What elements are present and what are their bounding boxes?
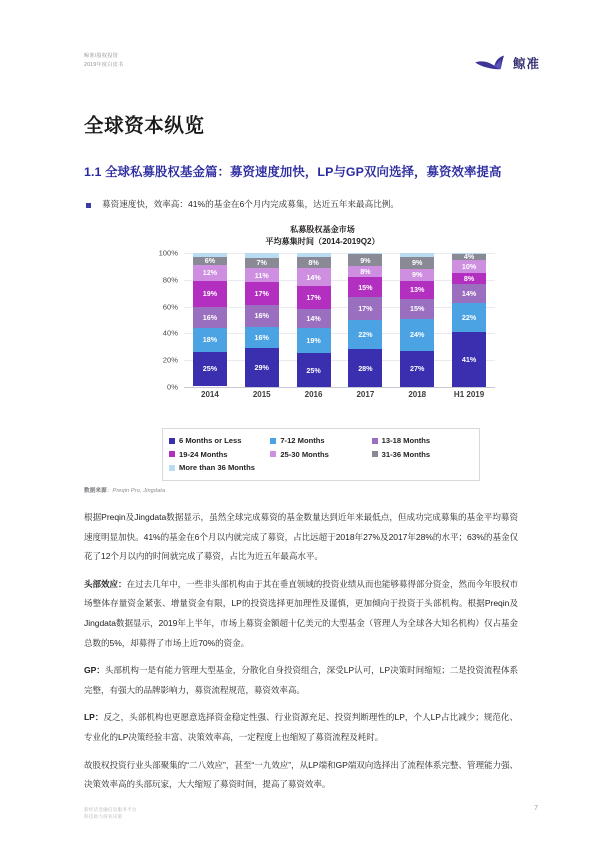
- bar-column: [348, 253, 382, 387]
- bar-segment: [297, 286, 331, 309]
- bar-segment: [452, 332, 486, 387]
- legend-item[interactable]: [169, 448, 270, 462]
- header-meta-line2: 2019年度白皮书: [84, 61, 124, 68]
- bar-segment: [297, 257, 331, 268]
- bar-segment: [297, 268, 331, 287]
- bar-segment: [193, 328, 227, 352]
- header-meta-line1: 鲸准/股权投资: [84, 53, 118, 59]
- bar-segment: [193, 307, 227, 328]
- bar-segment: [400, 299, 434, 319]
- page-number: 7: [534, 805, 538, 812]
- legend-item[interactable]: [169, 461, 270, 475]
- bar-segment: [348, 254, 382, 266]
- bar-segment-label: 14%: [461, 288, 477, 298]
- bar-segment: [297, 309, 331, 328]
- bar-segment-label: 8%: [308, 257, 319, 267]
- bar-segment: [297, 328, 331, 353]
- legend-item[interactable]: [270, 434, 371, 448]
- legend-item[interactable]: [372, 448, 473, 462]
- x-axis-tick: H1 2019: [453, 390, 485, 399]
- bar-segment-label: 17%: [306, 293, 321, 303]
- bar-segment-label: 12%: [202, 268, 218, 278]
- bar-segment-label: 19%: [202, 289, 218, 299]
- bar-segment: [297, 253, 331, 257]
- source-note: 数据来源：Preqin Pro, Jingdata: [84, 488, 166, 494]
- footer-line2: 科技助力商业决策: [84, 814, 123, 819]
- bar-segment-label: 28%: [358, 363, 373, 373]
- bar-segment: [400, 257, 434, 269]
- paragraph-text: 反之，头部机构也更愿意选择资金稳定性强、行业资源充足、投资判断理性的LP，个人LP占比减少；规范化、专业化的LP决策经验丰富、决策效率高，一定程度上也缩短了募资流程及耗时。: [84, 712, 518, 742]
- legend-label: More than 36 Months: [179, 463, 255, 472]
- legend-swatch: [270, 438, 276, 444]
- bar-segment-label: 4%: [463, 254, 475, 260]
- paragraph-text: 头部机构一是有能力管理大型基金，分散化自身投资组合，深受LP认可，LP决策时间缩短；二是投资流程体系完整，有强大的品牌影响力，募资流程规范，募资效率高。: [84, 665, 518, 695]
- source-value: Preqin Pro, Jingdata: [112, 488, 166, 494]
- chart: [150, 224, 495, 403]
- bar-segment-label: 8%: [360, 267, 371, 277]
- bar-segment-label: 17%: [254, 289, 269, 299]
- legend-label: 6 Months or Less: [179, 436, 242, 445]
- bar-segment: [452, 260, 486, 273]
- legend-item[interactable]: [372, 434, 473, 448]
- bar-segment: [400, 269, 434, 281]
- page-footer: [84, 806, 137, 820]
- bar-segment-label: 16%: [254, 311, 269, 321]
- bar-segment-label: 9%: [360, 255, 371, 265]
- bar-column: [297, 253, 331, 387]
- bar-segment-label: 8%: [463, 273, 475, 283]
- bar-segment-label: 22%: [461, 312, 477, 322]
- bar-segment-label: 19%: [306, 336, 321, 346]
- bullet-square-icon: [86, 203, 91, 208]
- gridline: [184, 387, 495, 388]
- bar-segment: [297, 353, 331, 387]
- header-meta: [84, 52, 540, 69]
- bar-segment: [245, 268, 279, 283]
- bar-segment-label: 16%: [254, 332, 269, 342]
- legend-item[interactable]: [169, 434, 270, 448]
- x-axis: [184, 390, 495, 399]
- bar-segment: [452, 253, 486, 254]
- bar-segment: [245, 282, 279, 305]
- bar-series-container: [184, 253, 495, 387]
- bullet-item: [86, 198, 540, 211]
- footer-line1: 新经济金融信息服务平台: [84, 807, 137, 812]
- bar-segment-label: 41%: [461, 354, 477, 364]
- chart-title-block: [150, 224, 495, 247]
- bar-segment-label: 24%: [410, 330, 425, 340]
- bar-segment: [245, 258, 279, 267]
- body-paragraph: [84, 575, 518, 653]
- y-axis-tick: 100%: [158, 248, 178, 258]
- bar-segment: [452, 284, 486, 303]
- bar-segment-label: 11%: [254, 270, 269, 280]
- page-header: [84, 52, 540, 82]
- page-title: 全球资本纵览: [84, 115, 205, 137]
- legend-label: 7-12 Months: [280, 436, 325, 445]
- bar-segment-label: 15%: [410, 303, 425, 313]
- body-paragraph: [84, 508, 518, 567]
- bar-column: [400, 253, 434, 387]
- bar-segment: [193, 352, 227, 386]
- y-axis-tick: 0%: [167, 382, 178, 392]
- bar-segment: [193, 257, 227, 265]
- body-paragraph: [84, 756, 518, 795]
- bar-segment-label: 14%: [306, 314, 321, 324]
- legend-swatch: [270, 451, 276, 457]
- bar-segment: [452, 303, 486, 332]
- bar-segment-label: 7%: [256, 258, 267, 268]
- x-axis-tick: 2018: [408, 390, 427, 399]
- y-axis-tick: 80%: [162, 275, 178, 285]
- bar-segment: [193, 281, 227, 306]
- brand-logo: [474, 54, 540, 72]
- bar-column: [193, 253, 227, 387]
- body-copy: [84, 508, 518, 803]
- bar-segment-label: 15%: [358, 282, 373, 292]
- bullet-text: 募资速度快，效率高：41%的基金在6个月内完成募集，达近五年来最高比例。: [102, 199, 399, 209]
- bar-segment: [348, 297, 382, 320]
- bar-segment-label: 9%: [412, 270, 423, 280]
- y-axis-tick: 60%: [162, 302, 178, 312]
- paragraph-text: 根据Preqin及Jingdata数据显示，虽然全球完成募资的基金数量达到近年来最低点，但成功完成募集的基金平均募资速度明显加快。41%的基金在6个月以内就完成了募资，占比远超于2018年27%及2017年28%的水平；63%的基金仅花了12个月以内的时间就完成了募资，占比为近五年最高水平。: [84, 512, 518, 562]
- legend-label: 13-18 Months: [381, 436, 431, 445]
- chart-plot-area: [150, 248, 495, 403]
- paragraph-lead: 头部效应：: [84, 578, 127, 589]
- x-axis-tick: 2014: [201, 390, 219, 399]
- bar-segment-label: 6%: [204, 257, 216, 266]
- bar-segment-label: 9%: [412, 258, 423, 268]
- legend-swatch: [169, 465, 175, 471]
- bar-column: [245, 253, 279, 387]
- bar-segment: [245, 348, 279, 387]
- bar-segment: [400, 319, 434, 351]
- bar-segment: [452, 273, 486, 284]
- y-axis-tick: 20%: [162, 355, 178, 365]
- bar-column: [452, 253, 486, 387]
- y-axis-tick: 40%: [162, 328, 178, 338]
- x-axis-tick: 2017: [356, 390, 375, 399]
- paragraph-text: 故股权投资行业头部聚集的“二八效应”，甚至“一九效应”，从LP端和GP端双向选择出了流程体系完整、管理能力强、决策效率高的头部玩家，大大缩短了募资时间，提高了募资效率。: [84, 759, 518, 790]
- bar-segment: [400, 253, 434, 257]
- bar-segment-label: 14%: [306, 272, 321, 282]
- bar-segment-label: 18%: [202, 335, 218, 345]
- bar-segment: [400, 351, 434, 387]
- chart-subtitle: 平均募集时间（2014-2019Q2）: [265, 236, 380, 246]
- bar-segment-label: 16%: [202, 312, 218, 322]
- bar-segment-label: 27%: [410, 364, 425, 374]
- chart-title: 私募股权基金市场: [290, 225, 355, 234]
- chart-legend: [162, 428, 480, 481]
- section-heading: 1.1 全球私募股权基金篇：募资速度加快，LP与GP双向选择，募资效率提高: [84, 165, 502, 179]
- paragraph-text: 在过去几年中，一些非头部机构由于其在垂直领域的投资业绩从而也能够募得部分资金，然而今年股权市场整体存量资金紧张、增量资金有限，LP的投资选择更加理性及谨慎，更加倾向于投资于头部机构。根据Preqin及Jingdata数据显示，2019年上半年，市场上募资金额超十亿美元的大型基金（管理人为全球各大知名机构）仅占基金总数的5%，却募得了市场上近70%的资金。: [84, 578, 519, 648]
- bar-segment-label: 22%: [358, 330, 373, 340]
- body-paragraph: [84, 708, 518, 747]
- bar-segment: [348, 253, 382, 254]
- legend-swatch: [372, 451, 378, 457]
- bar-segment: [193, 265, 227, 281]
- legend-label: 19-24 Months: [179, 449, 228, 459]
- bar-segment: [245, 305, 279, 326]
- bar-segment: [348, 349, 382, 387]
- source-label: 数据来源: [84, 488, 107, 494]
- legend-swatch: [372, 438, 378, 444]
- bar-segment: [348, 266, 382, 277]
- paragraph-lead: LP：: [84, 712, 104, 723]
- bar-segment: [193, 253, 227, 257]
- bar-segment-label: 17%: [358, 303, 373, 313]
- body-paragraph: [84, 661, 518, 700]
- bar-segment: [245, 327, 279, 348]
- bar-segment-label: 25%: [306, 365, 321, 375]
- x-axis-tick: 2016: [304, 390, 323, 399]
- bar-segment: [245, 253, 279, 258]
- bar-segment: [348, 277, 382, 297]
- bar-segment-label: 13%: [410, 285, 425, 295]
- bar-segment-label: 29%: [254, 362, 269, 372]
- bar-segment-label: 10%: [461, 261, 477, 271]
- x-axis-tick: 2015: [252, 390, 271, 399]
- whale-tail-icon: [474, 55, 508, 72]
- brand-name: 鲸准: [512, 57, 540, 71]
- bar-segment: [348, 320, 382, 349]
- bar-segment-label: 25%: [202, 364, 218, 374]
- legend-label: 25-30 Months: [280, 449, 329, 459]
- legend-swatch: [169, 438, 175, 444]
- legend-item[interactable]: [270, 448, 371, 462]
- legend-swatch: [169, 451, 175, 457]
- paragraph-lead: GP：: [84, 665, 105, 676]
- y-axis: [150, 248, 182, 392]
- bar-segment: [400, 281, 434, 298]
- legend-label: 31-36 Months: [381, 449, 431, 459]
